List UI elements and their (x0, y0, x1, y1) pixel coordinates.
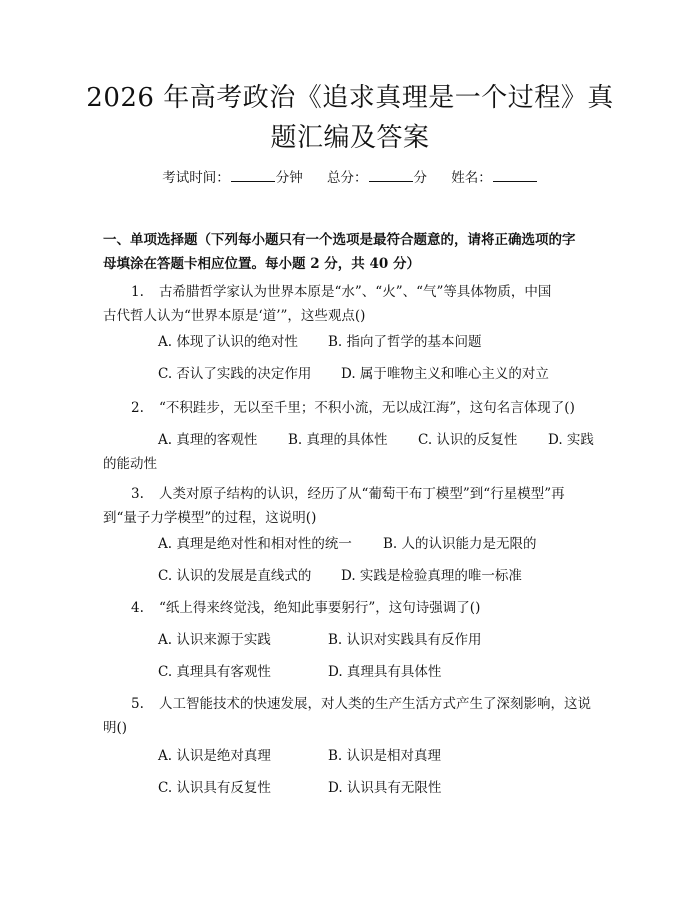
time-blank (231, 169, 275, 182)
question-number: 1. (131, 284, 144, 300)
option-c: C. 认识的反复性 (418, 432, 518, 448)
question-number: 4. (131, 600, 144, 616)
question-3-options-row-1 (158, 532, 537, 556)
question-4-stem (103, 596, 598, 620)
option-d: D. 认识具有无限性 (328, 780, 442, 796)
option-b: B. 真理的具体性 (288, 432, 388, 448)
question-stem-line-2: 明() (103, 720, 128, 736)
option-b: B. 指向了哲学的基本问题 (328, 334, 482, 350)
question-stem-line-1: 人工智能技术的快速发展，对人类的生产生活方式产生了深刻影响，这说 (159, 696, 591, 712)
option-d: D. 实践 (548, 432, 594, 448)
question-1-options-row-1 (158, 330, 482, 354)
section-heading-line-2: 母填涂在答题卡相应位置。每小题 2 分，共 40 分） (103, 256, 420, 272)
question-4-options-row-2 (158, 660, 441, 684)
question-stem-line-2: 到“量子力学模型”的过程，这说明() (103, 510, 317, 526)
name-field (451, 170, 538, 186)
option-d: D. 真理具有具体性 (328, 664, 442, 680)
question-stem-line-1: 古希腊哲学家认为世界本原是“水”、“火”、“气”等具体物质，中国 (159, 284, 552, 300)
question-1-options-row-2 (158, 362, 549, 386)
title-line-1: 2026 年高考政治《追求真理是一个过程》真 (86, 83, 614, 113)
time-unit: 分钟 (275, 170, 303, 186)
option-a: A. 真理是绝对性和相对性的统一 (158, 536, 352, 552)
question-2-options-row (158, 428, 594, 452)
title-line-2: 题汇编及答案 (270, 123, 430, 153)
question-stem-line-1: “不积跬步，无以至千里；不积小流，无以成江海”，这句名言体现了() (159, 400, 575, 416)
score-blank (369, 169, 413, 182)
document-title (60, 78, 640, 158)
question-1-stem (103, 280, 598, 328)
score-field (327, 170, 427, 186)
exam-meta (0, 168, 700, 188)
option-b: B. 认识是相对真理 (328, 748, 442, 764)
question-2-options-wrap: 的能动性 (103, 456, 157, 472)
name-blank (493, 169, 537, 182)
score-unit: 分 (413, 170, 427, 186)
option-a: A. 认识是绝对真理 (158, 748, 271, 764)
question-3-stem (103, 482, 598, 530)
option-d: D. 属于唯物主义和唯心主义的对立 (341, 366, 549, 382)
question-2-stem (103, 396, 598, 420)
question-5-stem (103, 692, 598, 740)
option-a: A. 真理的客观性 (158, 432, 258, 448)
name-label: 姓名： (451, 170, 492, 186)
question-5-options-row-1 (158, 744, 441, 768)
time-field (162, 170, 303, 186)
question-stem-line-2: 古代哲人认为“世界本原是‘道’”，这些观点() (103, 308, 366, 324)
time-label: 考试时间： (162, 170, 230, 186)
question-stem-line-1: 人类对原子结构的认识，经历了从“葡萄干布丁模型”到“行星模型”再 (159, 486, 565, 502)
question-number: 2. (131, 400, 144, 416)
option-c: C. 否认了实践的决定作用 (158, 366, 312, 382)
question-number: 3. (131, 486, 144, 502)
question-number: 5. (131, 696, 144, 712)
option-b: B. 认识对实践具有反作用 (328, 632, 482, 648)
question-3-options-row-2 (158, 564, 522, 588)
question-4-options-row-1 (158, 628, 482, 652)
score-label: 总分： (327, 170, 368, 186)
option-b: B. 人的认识能力是无限的 (383, 536, 537, 552)
option-a: A. 认识来源于实践 (158, 632, 271, 648)
option-a: A. 体现了认识的绝对性 (158, 334, 298, 350)
section-heading (103, 228, 603, 276)
option-c: C. 认识具有反复性 (158, 780, 271, 796)
option-d: D. 实践是检验真理的唯一标准 (341, 568, 522, 584)
option-c: C. 真理具有客观性 (158, 664, 271, 680)
question-5-options-row-2 (158, 776, 441, 800)
section-heading-line-1: 一、单项选择题（下列每小题只有一个选项是最符合题意的，请将正确选项的字 (103, 232, 576, 248)
question-stem-line-1: “纸上得来终觉浅，绝知此事要躬行”，这句诗强调了() (159, 600, 481, 616)
option-c: C. 认识的发展是直线式的 (158, 568, 312, 584)
